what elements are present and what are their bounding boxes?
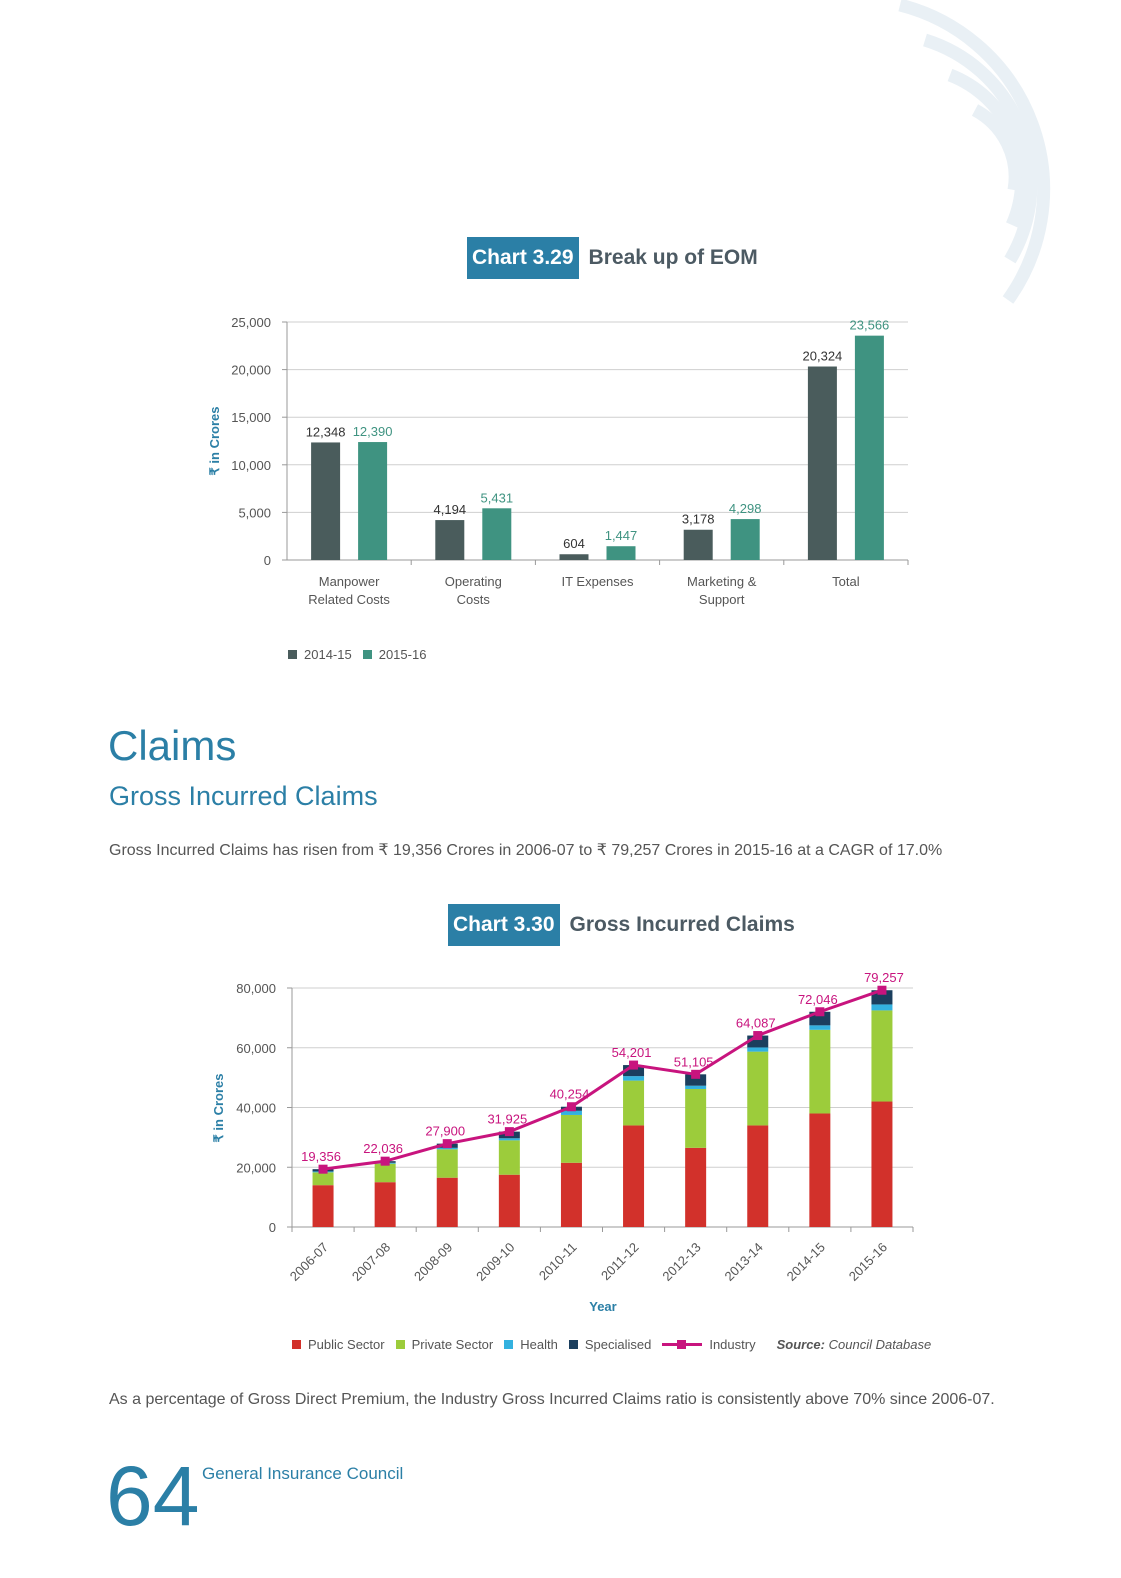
data-label: 12,348 [305, 424, 346, 440]
x-tick-label: 2008-09 [411, 1239, 456, 1284]
legend-swatch-private-sector [396, 1340, 405, 1349]
industry-data-label: 72,046 [797, 991, 838, 1007]
data-label: 5,431 [480, 490, 514, 506]
x-tick-label: IT Expenses [561, 574, 634, 589]
x-tick-label: Manpower [318, 574, 380, 589]
x-tick-label: Related Costs [308, 592, 390, 607]
y-tick-label: 0 [268, 1220, 276, 1235]
industry-data-label: 40,254 [549, 1086, 590, 1102]
x-tick-label: 2010-11 [535, 1239, 580, 1284]
bar-health-2011-12 [623, 1076, 644, 1080]
data-label: 23,566 [849, 317, 890, 333]
legend-label-private-sector: Private Sector [411, 1337, 494, 1352]
x-tick-label: 2013-14 [721, 1239, 766, 1284]
bar-public-sector-2008-09 [437, 1178, 458, 1227]
y-tick-label: 15,000 [231, 410, 271, 426]
industry-data-label: 64,087 [735, 1015, 776, 1031]
bar-health-2012-13 [685, 1086, 706, 1089]
bar-public-sector-2015-16 [871, 1102, 892, 1227]
source-text: Council Database [828, 1337, 932, 1352]
bar-private-sector-2015-16 [871, 1010, 892, 1101]
legend-label-health: Health [520, 1337, 558, 1352]
industry-data-label: 31,925 [487, 1111, 528, 1127]
legend-swatch-industry [662, 1340, 702, 1349]
industry-data-label: 51,105 [673, 1054, 714, 1070]
data-label: 604 [563, 536, 585, 552]
industry-data-label: 79,257 [864, 970, 904, 986]
x-tick-label: Operating [444, 574, 502, 589]
legend-item-private-sector [396, 1337, 494, 1352]
x-tick-label: Total [832, 574, 860, 589]
chart-3-29-title: Break up of EOM [588, 246, 758, 269]
y-tick-label: 80,000 [236, 981, 276, 996]
data-label: 1,447 [604, 528, 638, 544]
industry-data-label: 22,036 [363, 1141, 404, 1157]
bar-health-2009-10 [499, 1138, 520, 1140]
industry-marker [753, 1031, 762, 1040]
legend-label-public-sector: Public Sector [308, 1337, 385, 1352]
bar-public-sector-2010-11 [561, 1163, 582, 1227]
x-tick-label: 2006-07 [286, 1239, 332, 1284]
organization-name: General Insurance Council [202, 1464, 404, 1483]
x-tick-label: 2014-15 [783, 1239, 828, 1284]
legend-swatch-health [504, 1340, 513, 1349]
y-tick-label: 25,000 [231, 315, 271, 330]
industry-marker [505, 1127, 514, 1136]
y-tick-label: 10,000 [231, 457, 271, 473]
bar-private-sector-2012-13 [685, 1089, 706, 1148]
industry-marker [691, 1070, 700, 1079]
legend-item-industry [662, 1337, 755, 1352]
legend-swatch-public-sector [292, 1340, 301, 1349]
y-axis-label: ₹ in Crores [207, 406, 222, 476]
legend-label-2015-16: 2015-16 [378, 647, 427, 662]
legend-label-specialised: Specialised [584, 1337, 652, 1352]
industry-marker [381, 1157, 390, 1166]
bar-public-sector-2014-15 [809, 1113, 830, 1227]
x-tick-label: 2011-12 [598, 1239, 642, 1284]
industry-marker [629, 1061, 638, 1070]
x-tick-label: 2015-16 [845, 1239, 891, 1284]
bar-private-sector-2008-09 [437, 1149, 458, 1177]
bar-health-2014-15 [809, 1025, 830, 1029]
y-tick-label: 60,000 [236, 1040, 276, 1056]
legend-item-specialised [569, 1337, 652, 1352]
data-label: 3,178 [681, 511, 715, 527]
legend-label-industry: Industry [709, 1337, 756, 1352]
y-tick-label: 5,000 [238, 505, 271, 521]
bar-health-2010-11 [561, 1111, 582, 1115]
data-label: 4,298 [728, 501, 762, 517]
x-axis-label: Year [589, 1299, 617, 1314]
y-axis-label: ₹ in Crores [211, 1073, 226, 1143]
bar-private-sector-2013-14 [747, 1052, 768, 1126]
x-tick-label: Support [698, 592, 745, 607]
x-tick-label: 2007-08 [348, 1239, 394, 1284]
data-label: 4,194 [433, 502, 467, 518]
bar-health-2015-16 [871, 1004, 892, 1010]
section-subtitle: Gross Incurred Claims [109, 781, 378, 811]
industry-marker [443, 1139, 452, 1148]
claims-intro-paragraph: Gross Incurred Claims has risen from ₹ 19,356 Crores in 2006-07 to ₹ 79,257 Crores in 2015-16 at a CAGR of 17.0% [109, 842, 943, 859]
bar-private-sector-2006-07 [313, 1172, 334, 1185]
bar-private-sector-2010-11 [561, 1115, 582, 1163]
industry-data-label: 19,356 [301, 1149, 341, 1165]
page-number: 64 [106, 1449, 200, 1543]
industry-marker [319, 1165, 328, 1174]
bar-public-sector-2006-07 [313, 1185, 334, 1227]
chart-source [777, 1337, 932, 1352]
chart-3-30-badge: Chart 3.30 [448, 904, 560, 946]
y-tick-label: 40,000 [236, 1100, 276, 1116]
y-tick-label: 0 [263, 553, 271, 568]
legend-item-health [504, 1337, 558, 1352]
bar-public-sector-2009-10 [499, 1175, 520, 1227]
chart-3-30-legend [292, 1337, 931, 1352]
footer-paragraph: As a percentage of Gross Direct Premium, the Industry Gross Incurred Claims ratio is consistently above 70% since 2006-07. [109, 1391, 995, 1408]
bar-public-sector-2011-12 [623, 1125, 644, 1227]
x-tick-label: 2009-10 [473, 1239, 518, 1284]
legend-item-public-sector [292, 1337, 385, 1352]
bar-public-sector-2013-14 [747, 1125, 768, 1227]
data-label: 20,324 [802, 348, 843, 364]
bar-public-sector-2012-13 [685, 1148, 706, 1227]
chart-3-30-title: Gross Incurred Claims [569, 913, 795, 936]
x-tick-label: Marketing & [687, 574, 757, 589]
section-title: Claims [108, 722, 237, 769]
y-tick-label: 20,000 [231, 362, 271, 378]
bar-private-sector-2007-08 [375, 1164, 396, 1183]
industry-data-label: 54,201 [611, 1045, 652, 1061]
bar-public-sector-2007-08 [375, 1182, 396, 1227]
legend-label-2014-15: 2014-15 [304, 647, 352, 662]
x-tick-label: Costs [456, 592, 490, 607]
y-tick-label: 20,000 [236, 1160, 276, 1176]
industry-line [323, 990, 882, 1169]
source-label: Source: [776, 1337, 825, 1352]
bar-private-sector-2014-15 [809, 1030, 830, 1114]
data-label: 12,390 [352, 424, 393, 440]
industry-data-label: 27,900 [425, 1123, 466, 1139]
bar-private-sector-2009-10 [499, 1140, 520, 1174]
chart-3-29-badge: Chart 3.29 [467, 237, 579, 279]
bar-private-sector-2011-12 [623, 1081, 644, 1126]
industry-marker [815, 1007, 824, 1016]
legend-swatch-specialised [569, 1340, 578, 1349]
bar-health-2013-14 [747, 1047, 768, 1051]
industry-marker [877, 986, 886, 995]
industry-marker [567, 1102, 576, 1111]
x-tick-label: 2012-13 [659, 1239, 704, 1284]
